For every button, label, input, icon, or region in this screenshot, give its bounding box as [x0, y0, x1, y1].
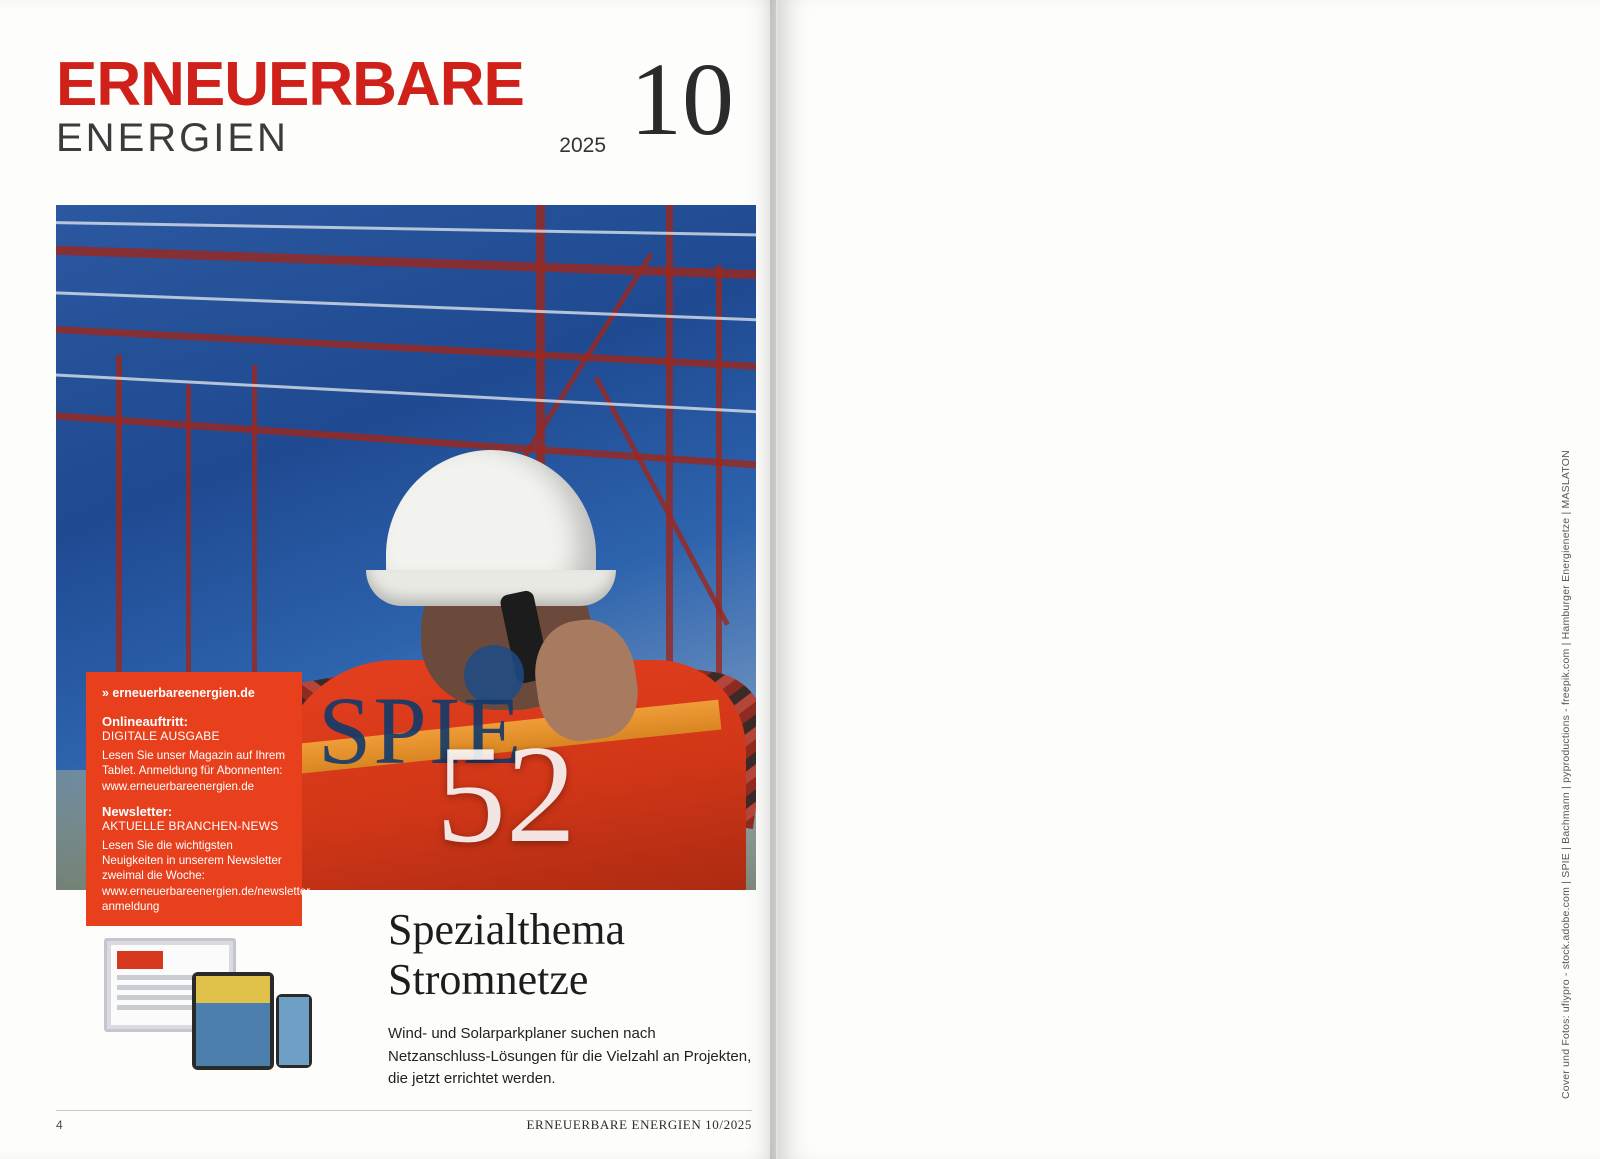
promo-website-link[interactable]: » erneuerbareenergien.de [102, 686, 255, 700]
right-page [782, 0, 1600, 1159]
promo-heading-online: Onlineauftritt: [102, 714, 188, 729]
worker-helmet-brim [366, 570, 616, 606]
cover-story-standfirst: Wind- und Solarparkplaner suchen nach Netzanschluss-Lösungen für die Vielzahl an Projekten, die jetzt errichtet werden. [388, 1025, 752, 1088]
promo-subheading-digital: DIGITALE AUSGABE [102, 729, 220, 743]
tablet-icon [192, 972, 274, 1070]
promo-box [86, 672, 315, 926]
cover-story-block [388, 905, 758, 1091]
photo-credits: Cover und Fotos: ufiypro - stock.adobe.com | SPIE | Bachmann | pyproductions - freepik.com | Hamburger Energienetze | MASLATON [1560, 450, 1572, 1099]
issue-year: 2025 [559, 134, 606, 157]
promo-text-digital: Lesen Sie unser Magazin auf Ihrem Tablet. Anmeldung für Abonnenten: www.erneuerbareenergien.de [102, 749, 286, 793]
promo-heading-newsletter: Newsletter: [102, 803, 173, 819]
spie-logo-text: SPIE [318, 677, 524, 784]
magazine-subtitle: ENERGIEN [56, 115, 289, 160]
promo-text-newsletter: Lesen Sie die wichtigsten Neuigkeiten in unserem Newsletter zweimal die Woche: www.erneuerbareenergien.de/newsletter-anmeldung [102, 838, 315, 914]
promo-subheading-news: AKTUELLE BRANCHEN-NEWS [102, 818, 279, 833]
magazine-title: ERNEUERBARE [56, 50, 524, 119]
left-folio: 4 [56, 1118, 63, 1132]
smartphone-icon [276, 994, 312, 1068]
masthead [56, 42, 756, 160]
issue-number: 10 [630, 42, 734, 157]
devices-illustration [104, 938, 314, 1058]
cover-page-marker: 52 [436, 717, 576, 872]
left-page-footer [56, 1110, 752, 1133]
left-page [0, 0, 776, 1159]
cover-story-headline: Spezialthema Stromnetze [388, 905, 626, 1005]
left-footer-title: ERNEUERBARE ENERGIEN 10/2025 [526, 1117, 752, 1132]
